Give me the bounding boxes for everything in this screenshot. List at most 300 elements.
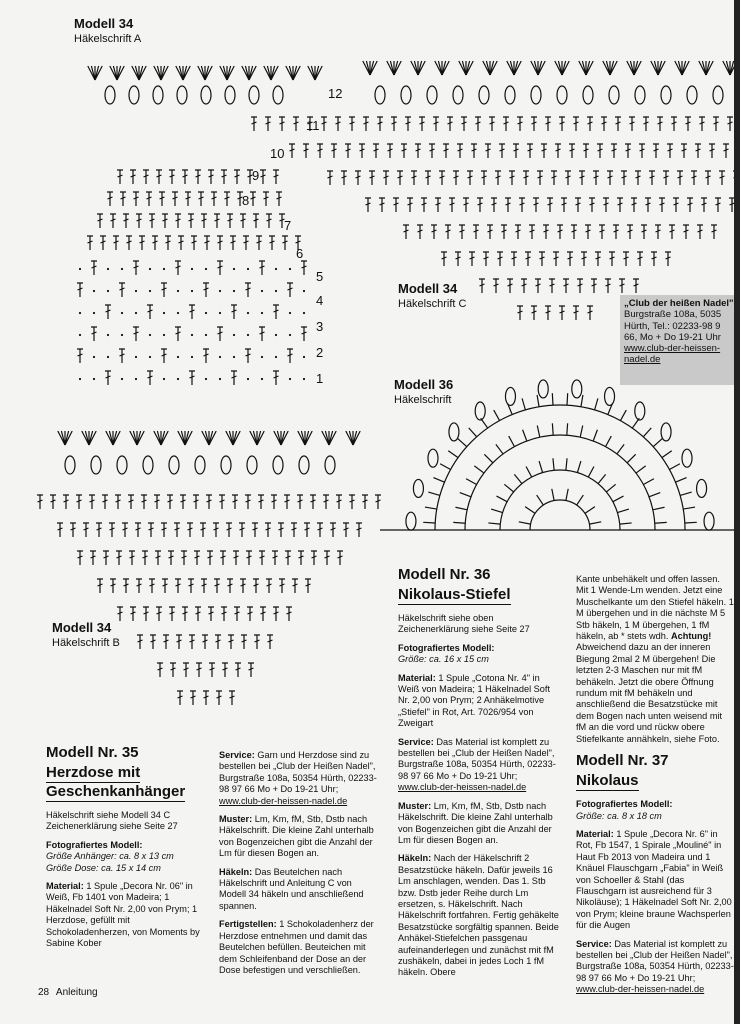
- stitch-symbol: [617, 444, 624, 454]
- chart-34c-symbols: [251, 61, 740, 320]
- chain-symbol: [79, 378, 81, 380]
- loop-symbol: [505, 86, 515, 104]
- stitch-symbol: [529, 225, 535, 239]
- chain-symbol: [121, 378, 123, 380]
- chain-symbol: [219, 378, 221, 380]
- chain-symbol: [135, 378, 137, 380]
- stitch-symbol: [607, 171, 613, 185]
- stitch-symbol: [474, 466, 484, 473]
- stitch-symbol: [105, 371, 111, 385]
- chain-symbol: [247, 334, 249, 336]
- stitch-symbol: [265, 117, 271, 131]
- stitch-symbol: [549, 279, 555, 293]
- stitch-symbol: [581, 395, 583, 407]
- chain-symbol: [303, 356, 305, 358]
- chain-symbol: [107, 290, 109, 292]
- stitch-symbol: [188, 579, 194, 593]
- m35-title-small: Modell Nr. 35: [46, 744, 139, 761]
- chain-symbol: [261, 378, 263, 380]
- m37-foto-head: Fotografiertes Modell:: [576, 799, 673, 810]
- stitch-symbol: [419, 117, 425, 131]
- column-modell-36-37: [576, 574, 734, 1003]
- stitch-symbol: [161, 349, 167, 363]
- stitch-symbol: [469, 428, 477, 437]
- stitch-symbol: [100, 236, 106, 250]
- stitch-symbol: [463, 198, 469, 212]
- page-footer: [38, 987, 98, 998]
- stitch-symbol: [713, 117, 719, 131]
- loop-symbol: [687, 86, 697, 104]
- diagram-34c-title: Modell 34: [398, 281, 458, 296]
- stitch-symbol: [228, 635, 234, 649]
- stitch-symbol: [723, 144, 729, 158]
- stitch-symbol: [606, 436, 612, 447]
- loop-symbol: [609, 86, 619, 104]
- stitch-symbol: [272, 551, 278, 565]
- stitch-symbol: [97, 579, 103, 593]
- stitch-symbol: [254, 635, 260, 649]
- arc-row: [435, 405, 685, 530]
- diagram-34a-title: Modell 34: [74, 16, 134, 31]
- m35-haekeln: Das Beutelchen nach Häkelschrift und Anleitung C von Modell 34 häkeln und anschließend spannen.: [219, 866, 364, 911]
- m35-service-url[interactable]: www.club-der-heissen-nadel.de: [219, 795, 348, 806]
- stitch-symbol: [135, 523, 141, 537]
- chain-symbol: [289, 334, 291, 336]
- stitch-symbol: [271, 495, 277, 509]
- stitch-symbol: [685, 117, 691, 131]
- stitch-symbol: [227, 214, 233, 228]
- stitch-symbol: [669, 464, 680, 470]
- loop-symbol: [225, 86, 235, 104]
- stitch-symbol: [477, 198, 483, 212]
- stitch-symbol: [547, 198, 553, 212]
- chain-symbol: [177, 356, 179, 358]
- m35-muster: Lm, Km, fM, Stb, Dstb nach Häkelschrift. Die kleine Zahl unterhalb von Bogenzeichen gibt die Anzahl der Lm für diesen Bogen an.: [219, 814, 374, 859]
- stitch-symbol: [260, 607, 266, 621]
- row-number: 6: [296, 246, 304, 261]
- stitch-symbol: [363, 117, 369, 131]
- stitch-symbol: [537, 425, 540, 437]
- stitch-symbol: [213, 523, 219, 537]
- stitch-symbol: [335, 117, 341, 131]
- chain-symbol: [121, 334, 123, 336]
- stitch-symbol: [553, 252, 559, 266]
- chain-symbol: [205, 312, 207, 314]
- m36-intro: Häkelschrift siehe oben Zeichenerklärung siehe Seite 27: [398, 613, 530, 635]
- stitch-symbol: [176, 635, 182, 649]
- chain-symbol: [275, 356, 277, 358]
- stitch-symbol: [517, 117, 523, 131]
- chain-symbol: [303, 290, 305, 292]
- stitch-symbol: [162, 214, 168, 228]
- stitch-symbol: [415, 144, 421, 158]
- stitch-symbol: [687, 198, 693, 212]
- diagram-34a-subtitle: Häkelschrift A: [74, 33, 142, 45]
- loop-symbol: [153, 86, 163, 104]
- m35-haekeln-head: Häkeln:: [219, 866, 253, 877]
- diagram-34b-title: Modell 34: [52, 620, 112, 635]
- m35-material: 1 Spule „Decora Nr. 06" in Weiß, Fb 1401 von Madeira; 1 Häkelnadel Soft Nr. 2,00 von Prym; 1 Herzdose, gefüllt mit Schokoladenherzen, von Moments by Sabine Kober: [46, 881, 200, 949]
- stitch-symbol: [535, 279, 541, 293]
- stitch-symbol: [119, 283, 125, 297]
- stitch-symbol: [643, 117, 649, 131]
- stitch-symbol: [187, 523, 193, 537]
- stitch-symbol: [501, 225, 507, 239]
- loop-symbol: [479, 86, 489, 104]
- stitch-symbol: [77, 551, 83, 565]
- stitch-symbol: [552, 423, 553, 435]
- stitch-symbol: [91, 261, 97, 275]
- column-modell-35-cont: [219, 750, 379, 983]
- stitch-symbol: [297, 495, 303, 509]
- stitch-symbol: [222, 663, 228, 677]
- loop-symbol: [325, 456, 335, 474]
- stitch-symbol: [401, 144, 407, 158]
- loop-symbol: [91, 456, 101, 474]
- stitch-symbol: [425, 507, 437, 509]
- chain-symbol: [107, 334, 109, 336]
- stitch-symbol: [580, 425, 583, 437]
- stitch-symbol: [169, 607, 175, 621]
- stitch-symbol: [727, 117, 733, 131]
- stitch-symbol: [585, 225, 591, 239]
- chain-symbol: [149, 268, 151, 270]
- stitch-symbol: [566, 458, 567, 470]
- m36-muster-head: Muster:: [398, 800, 432, 811]
- stitch-symbol: [499, 144, 505, 158]
- stitch-symbol: [116, 551, 122, 565]
- m35-fertig-head: Fertigstellen:: [219, 919, 277, 930]
- stitch-symbol: [362, 495, 368, 509]
- loop-symbol: [583, 86, 593, 104]
- stitch-symbol: [469, 252, 475, 266]
- m35-service-head: Service:: [219, 750, 255, 760]
- chain-symbol: [275, 334, 277, 336]
- diagram-34b-subtitle: Häkelschrift B: [52, 637, 120, 649]
- stitch-symbol: [635, 171, 641, 185]
- stitch-symbol: [149, 214, 155, 228]
- club-box-line: „Club der heißen Nadel": [624, 298, 734, 309]
- stitch-symbol: [284, 495, 290, 509]
- m37-service-head: Service:: [576, 938, 612, 949]
- stitch-symbol: [519, 522, 531, 524]
- chain-symbol: [303, 312, 305, 314]
- chain-symbol: [135, 290, 137, 292]
- stitch-symbol: [509, 171, 515, 185]
- stitch-symbol: [458, 439, 467, 447]
- stitch-symbol: [305, 579, 311, 593]
- loop-symbol: [65, 456, 75, 474]
- stitch-symbol: [185, 192, 191, 206]
- stitch-symbol: [162, 579, 168, 593]
- stitch-symbol: [595, 252, 601, 266]
- stitch-symbol: [152, 236, 158, 250]
- m36-service-url[interactable]: www.club-der-heissen-nadel.de: [398, 782, 527, 793]
- stitch-symbol: [559, 306, 565, 320]
- row-number: 7: [284, 218, 292, 233]
- stitch-symbol: [449, 198, 455, 212]
- m37-service-url[interactable]: www.club-der-heissen-nadel.de: [576, 984, 705, 995]
- stitch-symbol: [258, 495, 264, 509]
- stitch-symbol: [208, 170, 214, 184]
- m37-material: 1 Spule „Decora Nr. 6" in Rot, Fb 1547, 1 Spirale „Mouliné" in Haut Fb 2013 von Madeira und 1 Knäuel Flauschgarn „Fabia" in Weiß von Schoeller & Stahl (das Flauschgarn ist ausreichend für 3 Nikoläuse); 1 Häkelnadel Soft Nr. 2,00 von Prym; kleine braune Wachsperlen für die Augen: [576, 828, 732, 931]
- stitch-symbol: [443, 144, 449, 158]
- stitch-symbol: [685, 522, 697, 523]
- stitch-symbol: [278, 523, 284, 537]
- loop-symbol: [401, 86, 411, 104]
- loop-symbol: [273, 86, 283, 104]
- stitch-symbol: [292, 579, 298, 593]
- stitch-symbol: [453, 522, 465, 523]
- stitch-symbol: [105, 305, 111, 319]
- row-number: 11: [306, 118, 320, 133]
- stitch-symbol: [154, 495, 160, 509]
- stitch-symbol: [287, 349, 293, 363]
- stitch-symbol: [531, 306, 537, 320]
- stitch-symbol: [345, 144, 351, 158]
- stitch-symbol: [253, 214, 259, 228]
- stitch-symbol: [159, 192, 165, 206]
- stitch-symbol: [625, 144, 631, 158]
- loop-symbol: [273, 456, 283, 474]
- row-number: 1: [316, 371, 324, 386]
- chain-symbol: [191, 290, 193, 292]
- m35-intro: Häkelschrift siehe Modell 34 C Zeichenerklärung siehe Seite 27: [46, 810, 178, 832]
- stitch-symbol: [457, 144, 463, 158]
- stitch-symbol: [491, 509, 502, 512]
- stitch-symbol: [317, 144, 323, 158]
- m36-title-small: Modell Nr. 36: [398, 566, 491, 583]
- loop-symbol: [413, 479, 423, 497]
- stitch-symbol: [517, 306, 523, 320]
- stitch-symbol: [667, 144, 673, 158]
- loop-symbol: [475, 402, 485, 420]
- stitch-symbol: [719, 171, 725, 185]
- stitch-symbol: [421, 198, 427, 212]
- chain-symbol: [149, 290, 151, 292]
- stitch-symbol: [643, 428, 651, 437]
- chain-symbol: [163, 268, 165, 270]
- stitch-symbol: [243, 236, 249, 250]
- stitch-symbol: [273, 170, 279, 184]
- row-number: 5: [316, 269, 324, 284]
- row-number: 2: [316, 345, 324, 360]
- stitch-symbol: [259, 261, 265, 275]
- stitch-symbol: [273, 305, 279, 319]
- stitch-symbol: [201, 214, 207, 228]
- loop-symbol: [635, 402, 645, 420]
- chain-symbol: [191, 268, 193, 270]
- stitch-symbol: [269, 236, 275, 250]
- stitch-symbol: [669, 225, 675, 239]
- stitch-symbol: [245, 495, 251, 509]
- stitch-symbol: [637, 252, 643, 266]
- stitch-symbol: [356, 523, 362, 537]
- stitch-symbol: [175, 327, 181, 341]
- stitch-symbol: [349, 117, 355, 131]
- stitch-symbol: [397, 171, 403, 185]
- stitch-symbol: [182, 607, 188, 621]
- loop-symbol: [129, 86, 139, 104]
- chain-symbol: [163, 312, 165, 314]
- stitch-symbol: [675, 478, 686, 483]
- stitch-symbol: [467, 171, 473, 185]
- loop-symbol: [117, 456, 127, 474]
- loop-symbol: [449, 423, 459, 441]
- stitch-symbol: [680, 492, 692, 495]
- stitch-symbol: [301, 261, 307, 275]
- stitch-symbol: [537, 495, 544, 505]
- stitch-symbol: [665, 252, 671, 266]
- stitch-symbol: [405, 117, 411, 131]
- stitch-symbol: [496, 444, 503, 454]
- chain-symbol: [93, 378, 95, 380]
- stitch-symbol: [617, 509, 628, 512]
- stitch-symbol: [175, 261, 181, 275]
- stitch-symbol: [653, 439, 662, 447]
- stitch-symbol: [220, 551, 226, 565]
- chain-symbol: [261, 312, 263, 314]
- stitch-symbol: [603, 198, 609, 212]
- chain-symbol: [93, 356, 95, 358]
- stitch-symbol: [206, 495, 212, 509]
- stitch-symbol: [627, 225, 633, 239]
- stitch-symbol: [589, 198, 595, 212]
- chain-symbol: [93, 312, 95, 314]
- stitch-symbol: [90, 551, 96, 565]
- m36-haekeln-head: Häkeln:: [398, 853, 432, 864]
- column-modell-35: [46, 744, 204, 956]
- stitch-symbol: [337, 551, 343, 565]
- stitch-symbol: [671, 117, 677, 131]
- stitch-symbol: [137, 635, 143, 649]
- stitch-symbol: [620, 410, 626, 421]
- stitch-symbol: [567, 393, 568, 405]
- stitch-symbol: [494, 410, 500, 421]
- stitch-symbol: [245, 349, 251, 363]
- stitch-symbol: [198, 192, 204, 206]
- m36-cont-text1: Kante unbehäkelt und offen lassen. Mit 1 Wende-Lm wenden. Jetzt eine Muschelkante um den Stiefel häkeln. 1 M übergehen und in die nächste M 5 Stb häkeln, 1 M übergehen, 1 fM häkeln, ab * stets wdh.: [576, 574, 734, 642]
- stitch-symbol: [161, 283, 167, 297]
- arc-row: [530, 500, 590, 530]
- chain-symbol: [261, 290, 263, 292]
- stitch-symbol: [627, 454, 635, 462]
- stitch-symbol: [631, 198, 637, 212]
- stitch-symbol: [203, 349, 209, 363]
- stitch-symbol: [537, 171, 543, 185]
- footer-section: Anleitung: [55, 987, 98, 998]
- stitch-symbol: [240, 579, 246, 593]
- stitch-symbol: [214, 579, 220, 593]
- stitch-symbol: [606, 484, 615, 492]
- stitch-symbol: [649, 493, 660, 497]
- loop-symbol: [531, 86, 541, 104]
- m36-haekeln: Nach der Häkelschrift 2 Besatzstücke häkeln. Dafür jeweils 16 Lm anschlagen, wenden. Das 1. Stb bzw. Dstb jeder Reihe durch Lm ersetzen, s. Häkelschrift. Nach Häkelschrift fortfahren. Fertig gehäkelte Besatzstücke sorgfältig spannen. Beide Anhäkel-Stiefelchen passgenau aufeinanderlegen und zunächst mit fM zushäkeln, dabei in jedes Loch 1 fM häkeln. Obere: [398, 853, 559, 978]
- stitch-symbol: [487, 225, 493, 239]
- m35-foto-1: Größe Anhänger: ca. 8 x 13 cm: [46, 851, 174, 862]
- stitch-symbol: [229, 691, 235, 705]
- stitch-symbol: [157, 663, 163, 677]
- stitch-symbol: [234, 607, 240, 621]
- stitch-symbol: [87, 236, 93, 250]
- stitch-symbol: [141, 495, 147, 509]
- stitch-symbol: [216, 691, 222, 705]
- loop-symbol: [505, 387, 515, 405]
- stitch-symbol: [231, 371, 237, 385]
- m37-title: Nikolaus: [576, 772, 639, 790]
- stitch-symbol: [155, 551, 161, 565]
- stitch-symbol: [369, 171, 375, 185]
- stitch-symbol: [527, 144, 533, 158]
- stitch-symbol: [97, 214, 103, 228]
- stitch-symbol: [571, 225, 577, 239]
- stitch-symbol: [525, 252, 531, 266]
- loop-symbol: [249, 86, 259, 104]
- stitch-symbol: [537, 395, 539, 407]
- stitch-symbol: [411, 171, 417, 185]
- stitch-symbol: [147, 371, 153, 385]
- stitch-symbol: [391, 117, 397, 131]
- stitch-symbol: [330, 523, 336, 537]
- loop-symbol: [406, 512, 416, 530]
- chain-symbol: [219, 356, 221, 358]
- stitch-symbol: [289, 144, 295, 158]
- stitch-symbol: [377, 117, 383, 131]
- stitch-symbol: [383, 171, 389, 185]
- stitch-symbol: [545, 306, 551, 320]
- stitch-symbol: [70, 523, 76, 537]
- stitch-symbol: [168, 551, 174, 565]
- m35-fertig: 1 Schokoladenherz der Herzdose entnehmen und damit das Beutelchen befüllen. Beuteichen mit dem Schleifenband der Dose an der Dose befestigen und verschließen.: [219, 919, 374, 975]
- stitch-symbol: [196, 663, 202, 677]
- chain-symbol: [289, 312, 291, 314]
- stitch-symbol: [552, 393, 553, 405]
- stitch-symbol: [481, 171, 487, 185]
- stitch-symbol: [260, 170, 266, 184]
- stitch-symbol: [523, 430, 527, 441]
- stitch-symbol: [133, 192, 139, 206]
- stitch-symbol: [287, 283, 293, 297]
- stitch-symbol: [511, 252, 517, 266]
- stitch-symbol: [248, 663, 254, 677]
- stitch-symbol: [235, 663, 241, 677]
- stitch-symbol: [177, 691, 183, 705]
- stitch-symbol: [485, 144, 491, 158]
- stitch-symbol: [533, 198, 539, 212]
- stitch-symbol: [453, 171, 459, 185]
- stitch-symbol: [593, 171, 599, 185]
- stitch-symbol: [484, 454, 492, 462]
- loop-symbol: [697, 479, 707, 497]
- stitch-symbol: [119, 349, 125, 363]
- stitch-symbol: [639, 144, 645, 158]
- stitch-symbol: [117, 607, 123, 621]
- stitch-symbol: [217, 261, 223, 275]
- stitch-symbol: [653, 144, 659, 158]
- stitch-symbol: [526, 467, 532, 478]
- stitch-symbol: [163, 635, 169, 649]
- chain-symbol: [275, 290, 277, 292]
- stitch-symbol: [428, 492, 440, 495]
- arc-row: [465, 435, 655, 530]
- stitch-symbol: [461, 117, 467, 131]
- stitch-symbol: [561, 198, 567, 212]
- stitch-symbol: [129, 551, 135, 565]
- stitch-symbol: [460, 493, 471, 497]
- chain-symbol: [247, 268, 249, 270]
- stitch-symbol: [663, 171, 669, 185]
- chain-symbol: [79, 312, 81, 314]
